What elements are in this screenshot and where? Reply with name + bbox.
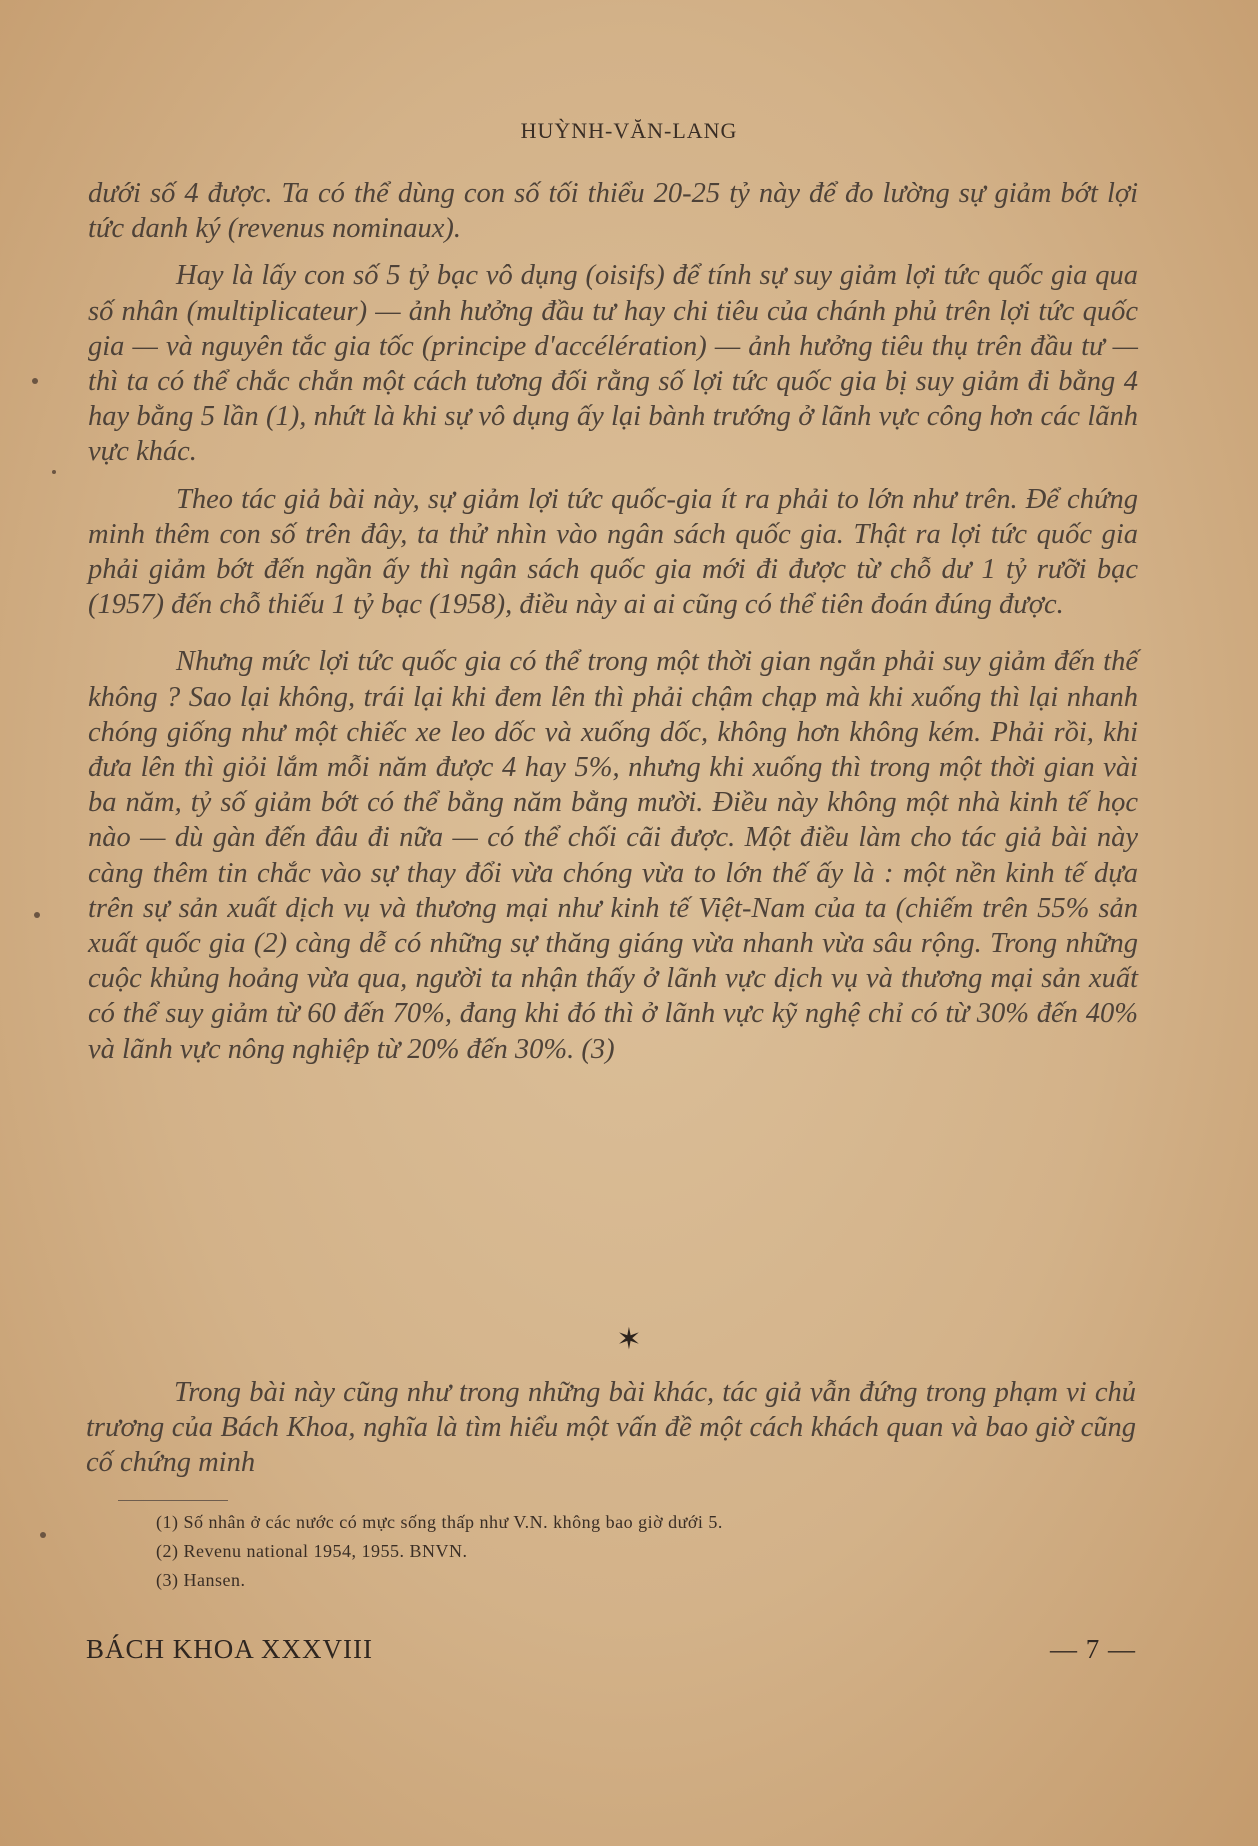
paragraph-1: dưới số 4 được. Ta có thể dùng con số tối thiểu 20-25 tỷ này để đo lường sự giảm bớt lợi tức danh ký (revenus nominaux). — [88, 178, 1138, 245]
section-separator: ✶ — [616, 1322, 642, 1357]
paper-speck — [52, 470, 56, 474]
paper-speck — [34, 912, 40, 918]
footnote-1: (1) Số nhân ở các nước có mực sống thấp như V.N. không bao giờ dưới 5. — [156, 1512, 723, 1532]
body-text — [88, 176, 1138, 1079]
paper-speck — [32, 378, 38, 384]
footnotes — [156, 1508, 1056, 1595]
paper-speck — [40, 1532, 46, 1538]
journal-name: BÁCH KHOA XXXVIII — [86, 1634, 373, 1664]
footnote-3: (3) Hansen. — [156, 1570, 246, 1590]
footnote-rule — [118, 1500, 228, 1501]
paragraph-4: Nhưng mức lợi tức quốc gia có thể trong một thời gian ngắn phải suy giảm đến thế không ? Sao lại không, trái lại khi đem lên thì phải chậm chạp mà khi xuống thì lại nhanh chóng giống như một chiếc xe leo dốc và xuống dốc, không hơn không kém. Phải rồi, khi đưa lên thì giỏi lắm mỗi năm được 4 hay 5%, nhưng khi xuống thì trong một thời gian vài ba năm, tỷ số giảm bớt có thể bằng năm bằng mười. Điều này không một nhà kinh tế học nào — dù gàn đến đâu đi nữa — có thể chối cãi được. Một điều làm cho tác giả bài này càng thêm tin chắc vào sự thay đổi vừa chóng vừa to lớn thế ấy là : một nền kinh tế dựa trên sự sản xuất dịch vụ và thương mại như kinh tế Việt-Nam của ta (chiếm trên 55% sản xuất quốc gia (2) càng dễ có những sự thăng giáng vừa nhanh vừa sâu rộng. Trong những cuộc khủng hoảng vừa qua, người ta nhận thấy ở lãnh vực dịch vụ và thương mại sản xuất có thể suy giảm từ 60 đến 70%, đang khi đó thì ở lãnh vực kỹ nghệ chỉ có từ 30% đến 40% và lãnh vực nông nghiệp từ 20% đến 30%. (3) — [88, 646, 1138, 1065]
paragraph-3: Theo tác giả bài này, sự giảm lợi tức quốc-gia ít ra phải to lớn như trên. Để chứng minh thêm con số trên đây, ta thử nhìn vào ngân sách quốc gia. Thật ra lợi tức quốc gia phải giảm bớt đến ngần ấy thì ngân sách quốc gia mới đi được từ chỗ dư 1 tỷ rưỡi bạc (1957) đến chỗ thiếu 1 tỷ bạc (1958), điều này ai ai cũng có thể tiên đoán đúng được. — [88, 483, 1138, 621]
paragraph-5: Trong bài này cũng như trong những bài khác, tác giả vẫn đứng trong phạm vi chủ trương của Bách Khoa, nghĩa là tìm hiểu một vấn đề một cách khách quan và bao giờ cũng cố chứng minh — [86, 1377, 1136, 1479]
running-head: HUỲNH-VĂN-LANG — [520, 118, 738, 143]
page-number: — 7 — — [1050, 1634, 1136, 1664]
footnote-2: (2) Revenu national 1954, 1955. BNVN. — [156, 1541, 468, 1561]
paragraph-2: Hay là lấy con số 5 tỷ bạc vô dụng (oisifs) để tính sự suy giảm lợi tức quốc gia qua số nhân (multiplicateur) — ảnh hưởng đầu tư hay chi tiêu của chánh phủ trên lợi tức quốc gia — và nguyên tắc gia tốc (principe d'accélération) — ảnh hưởng tiêu thụ trên đầu tư — thì ta có thể chắc chắn một cách tương đối rằng số lợi tức quốc gia bị suy giảm đi bằng 4 hay bằng 5 lần (1), nhứt là khi sự vô dụng ấy lại bành trướng ở lãnh vực công hơn các lãnh vực khác. — [88, 260, 1138, 468]
